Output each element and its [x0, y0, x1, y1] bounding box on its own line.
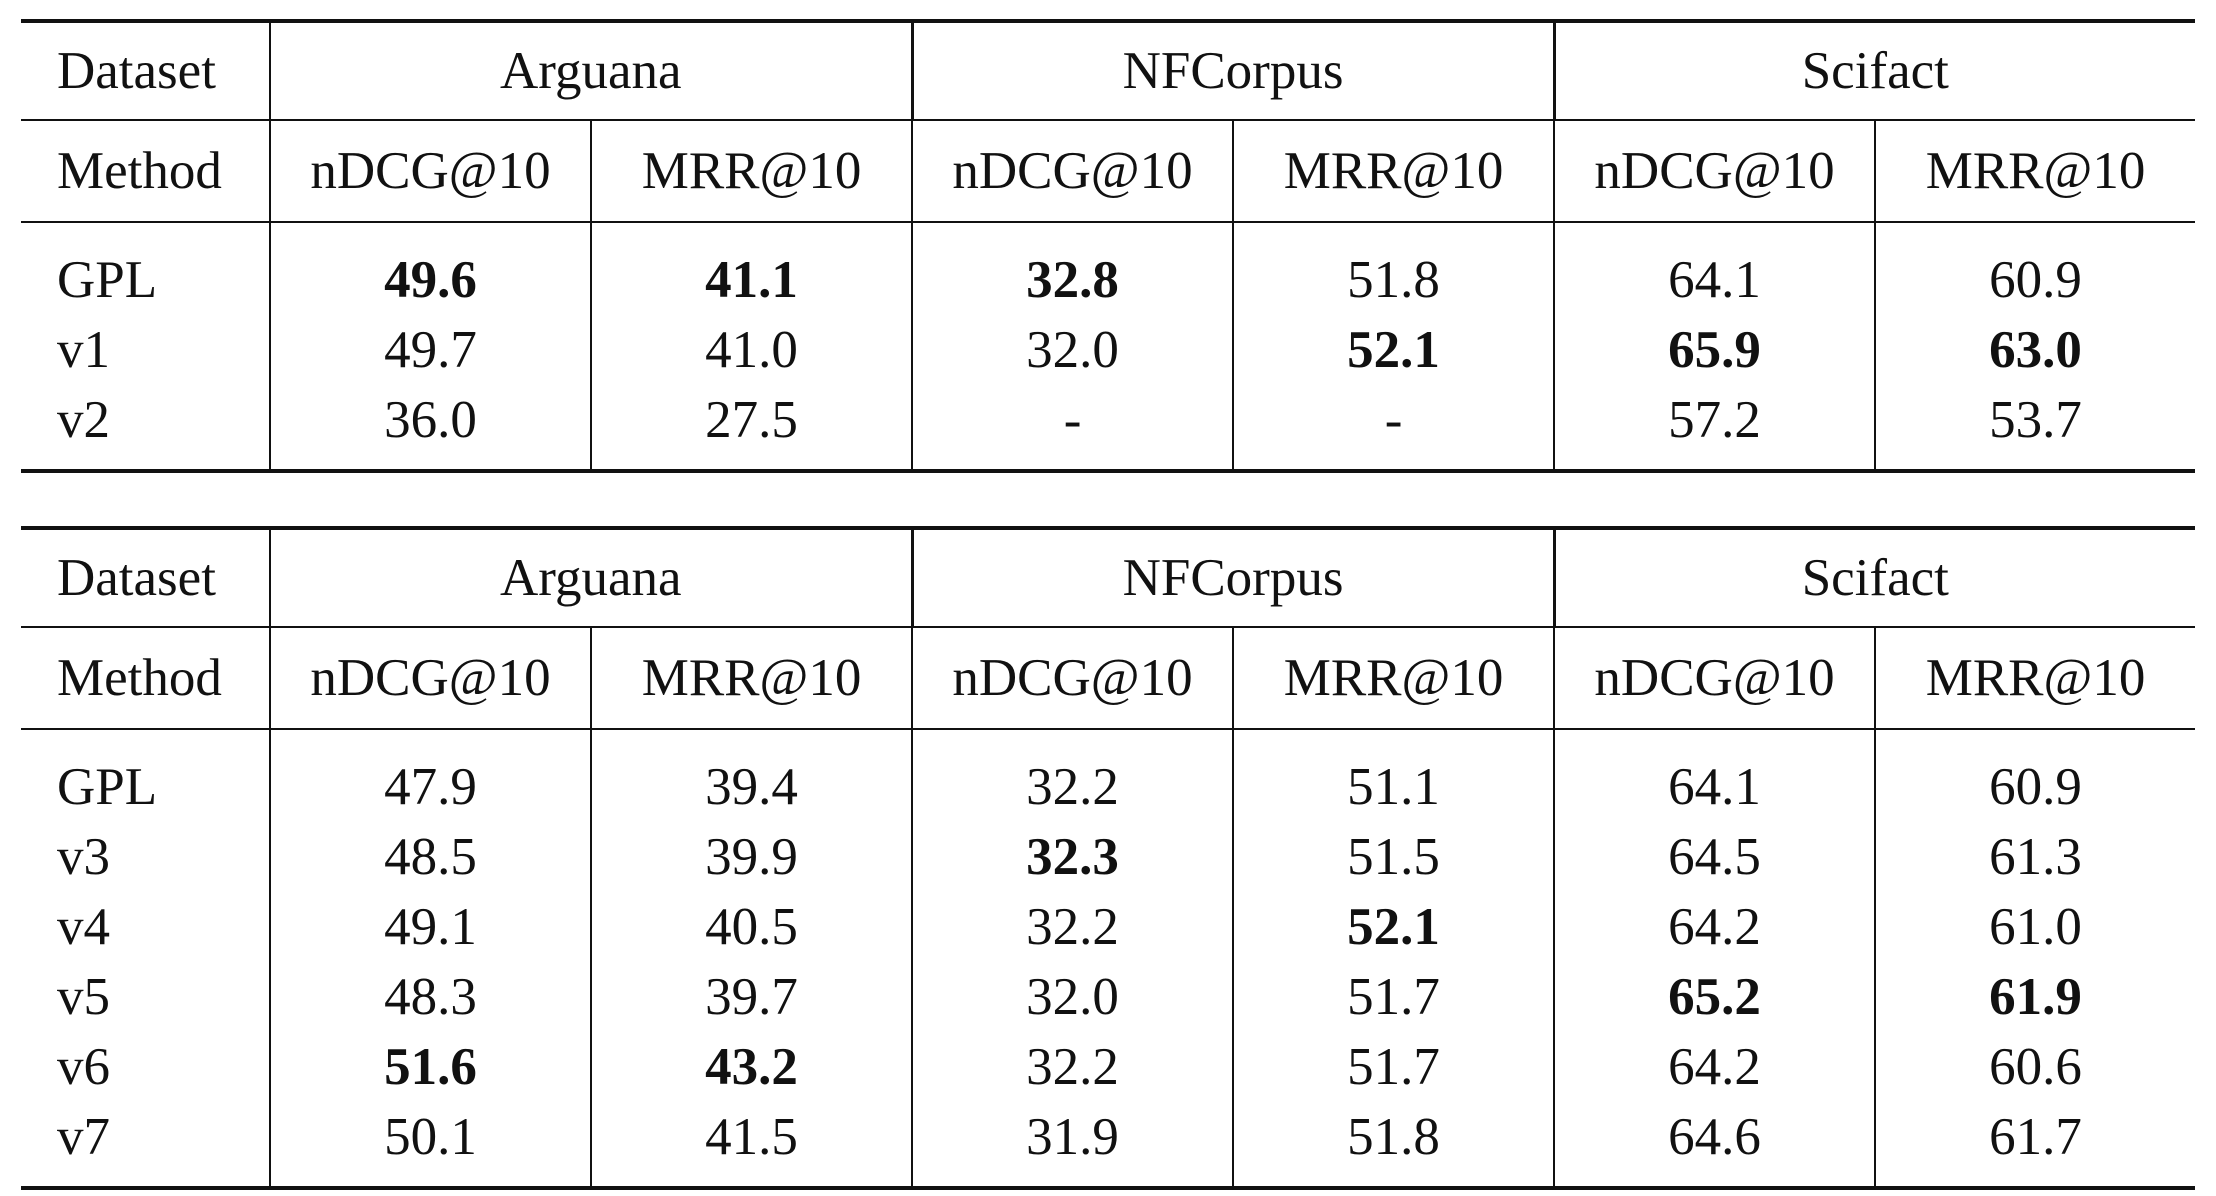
- results-table-top: [21, 19, 2195, 473]
- value-cell: 52.1: [1233, 315, 1554, 385]
- value-cell: 64.1: [1554, 729, 1875, 822]
- value-cell: 61.7: [1875, 1102, 2195, 1188]
- value-cell: 41.0: [591, 315, 912, 385]
- method-cell: v4: [57, 898, 110, 956]
- dataset-header-arguana: Arguana: [270, 21, 912, 120]
- value-cell: 61.9: [1875, 962, 2195, 1032]
- table-row: [21, 315, 2195, 385]
- metric-header: nDCG@10: [912, 627, 1233, 729]
- value-cell: 51.8: [1233, 222, 1554, 315]
- value-cell: 61.0: [1875, 892, 2195, 962]
- value-cell: 32.0: [912, 315, 1233, 385]
- value-cell: 32.2: [912, 892, 1233, 962]
- metric-header: nDCG@10: [270, 627, 591, 729]
- results-table-bottom: [21, 526, 2195, 1190]
- method-cell: v1: [57, 321, 110, 379]
- value-cell: 63.0: [1875, 315, 2195, 385]
- table-row: [21, 729, 2195, 822]
- value-cell: 39.4: [591, 729, 912, 822]
- value-cell: 60.6: [1875, 1032, 2195, 1102]
- value-cell: 64.1: [1554, 222, 1875, 315]
- value-cell: 32.3: [912, 822, 1233, 892]
- value-cell: 51.7: [1233, 962, 1554, 1032]
- metric-header: MRR@10: [1233, 120, 1554, 222]
- value-cell: 27.5: [591, 385, 912, 471]
- value-cell: 53.7: [1875, 385, 2195, 471]
- dataset-label: Dataset: [21, 528, 270, 627]
- dataset-header-scifact: Scifact: [1554, 21, 2195, 120]
- method-cell: v5: [57, 968, 110, 1026]
- value-cell: 32.2: [912, 1032, 1233, 1102]
- value-cell: 31.9: [912, 1102, 1233, 1188]
- value-cell: 47.9: [270, 729, 591, 822]
- method-label: Method: [21, 627, 270, 729]
- value-cell: 51.6: [270, 1032, 591, 1102]
- value-cell: 41.1: [591, 222, 912, 315]
- value-cell: 64.2: [1554, 1032, 1875, 1102]
- dataset-label: Dataset: [21, 21, 270, 120]
- metric-header: nDCG@10: [912, 120, 1233, 222]
- metric-header: MRR@10: [591, 627, 912, 729]
- metric-header: MRR@10: [591, 120, 912, 222]
- method-cell: v7: [21, 1102, 270, 1188]
- value-cell: 60.9: [1875, 729, 2195, 822]
- value-cell: 32.2: [912, 729, 1233, 822]
- metric-header: nDCG@10: [1554, 120, 1875, 222]
- value-cell: 41.5: [591, 1102, 912, 1188]
- value-cell: 48.5: [270, 822, 591, 892]
- value-cell: 48.3: [270, 962, 591, 1032]
- value-cell: 39.9: [591, 822, 912, 892]
- method-label: Method: [21, 120, 270, 222]
- table-row: [21, 892, 2195, 962]
- dataset-header-nfcorpus: NFCorpus: [912, 528, 1554, 627]
- table-row: [21, 385, 2195, 471]
- method-cell: GPL: [57, 251, 158, 309]
- table-row: [21, 1032, 2195, 1102]
- metric-header: MRR@10: [1875, 627, 2195, 729]
- value-cell: 51.8: [1233, 1102, 1554, 1188]
- value-cell: 32.8: [912, 222, 1233, 315]
- value-cell: 40.5: [591, 892, 912, 962]
- value-cell: -: [1233, 385, 1554, 471]
- table-row: [21, 962, 2195, 1032]
- value-cell: 61.3: [1875, 822, 2195, 892]
- metric-header: nDCG@10: [1554, 627, 1875, 729]
- table-row: [21, 1102, 2195, 1188]
- metric-header: MRR@10: [1875, 120, 2195, 222]
- value-cell: 51.5: [1233, 822, 1554, 892]
- method-cell: v2: [21, 385, 270, 471]
- value-cell: 39.7: [591, 962, 912, 1032]
- method-cell: GPL: [57, 758, 158, 816]
- value-cell: 60.9: [1875, 222, 2195, 315]
- value-cell: 64.6: [1554, 1102, 1875, 1188]
- value-cell: 51.7: [1233, 1032, 1554, 1102]
- value-cell: 52.1: [1233, 892, 1554, 962]
- value-cell: -: [912, 385, 1233, 471]
- table-row: [21, 222, 2195, 315]
- value-cell: 57.2: [1554, 385, 1875, 471]
- value-cell: 64.5: [1554, 822, 1875, 892]
- value-cell: 65.9: [1554, 315, 1875, 385]
- value-cell: 36.0: [270, 385, 591, 471]
- value-cell: 51.1: [1233, 729, 1554, 822]
- value-cell: 32.0: [912, 962, 1233, 1032]
- value-cell: 49.1: [270, 892, 591, 962]
- value-cell: 50.1: [270, 1102, 591, 1188]
- method-cell: v6: [57, 1038, 110, 1096]
- dataset-header-nfcorpus: NFCorpus: [912, 21, 1554, 120]
- metric-header: MRR@10: [1233, 627, 1554, 729]
- value-cell: 64.2: [1554, 892, 1875, 962]
- value-cell: 49.7: [270, 315, 591, 385]
- dataset-header-scifact: Scifact: [1554, 528, 2195, 627]
- value-cell: 49.6: [270, 222, 591, 315]
- metric-header: nDCG@10: [270, 120, 591, 222]
- value-cell: 65.2: [1554, 962, 1875, 1032]
- method-cell: v3: [57, 828, 110, 886]
- table-row: [21, 822, 2195, 892]
- dataset-header-arguana: Arguana: [270, 528, 912, 627]
- value-cell: 43.2: [591, 1032, 912, 1102]
